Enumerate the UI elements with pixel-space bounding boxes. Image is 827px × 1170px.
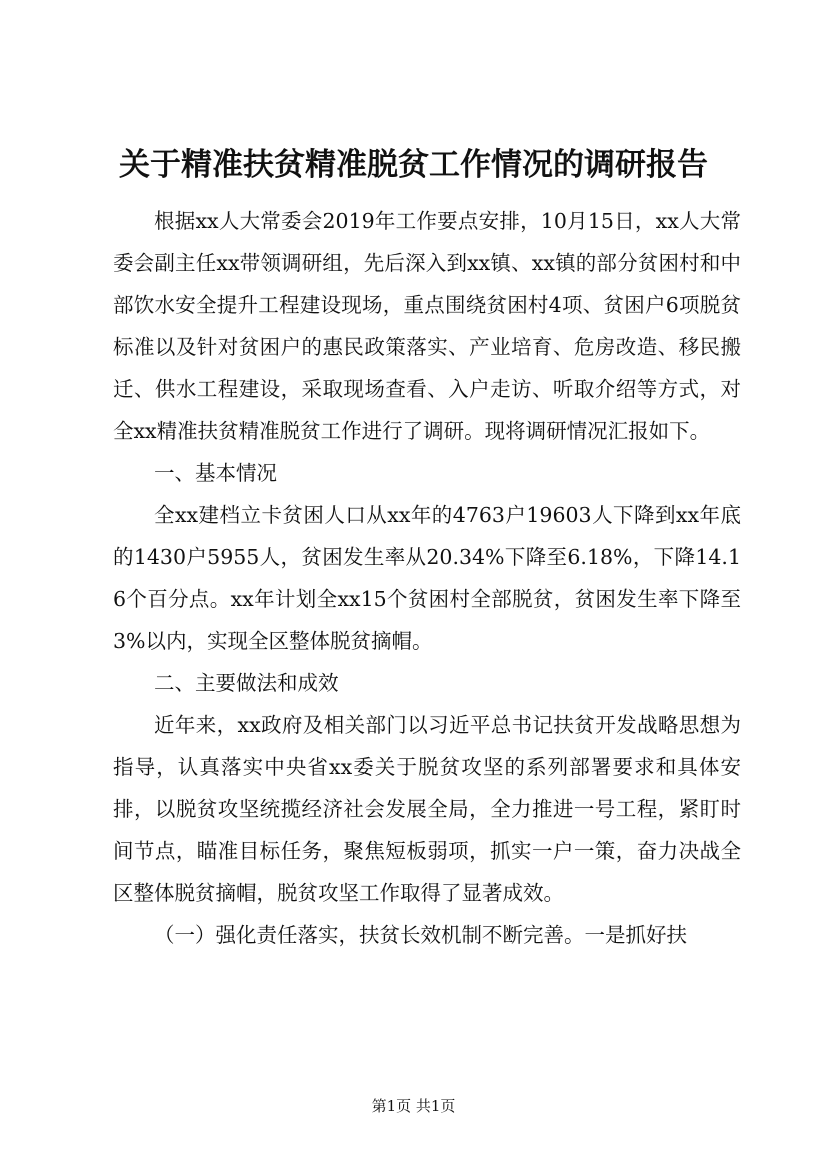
paragraph-subsection-one: （一）强化责任落实，扶贫长效机制不断完善。一是抓好扶	[154, 923, 687, 947]
paragraph-main-practices: 近年来，xx政府及相关部门以习近平总书记扶贫开发战略思想为指导，认真落实中央省xx委关于脱贫攻坚的系列部署要求和具体安排，以脱贫攻坚统揽经济社会发展全局，全力推进一号工程，紧盯时间节点，瞄准目标任务，聚焦短板弱项，抓实一户一策，奋力决战全区整体脱贫摘帽，脱贫攻坚工作取得了显著成效。	[113, 713, 741, 905]
section-heading-basic-situation: 一、基本情况	[154, 461, 277, 485]
document-body	[113, 200, 741, 956]
paragraph-intro: 根据xx人大常委会2019年工作要点安排，10月15日，xx人大常委会副主任xx带领调研组，先后深入到xx镇、xx镇的部分贫困村和中部饮水安全提升工程建设现场，重点围绕贫困村4项、贫困户6项脱贫标准以及针对贫困户的惠民政策落实、产业培育、危房改造、移民搬迁、供水工程建设，采取现场查看、入户走访、听取介绍等方式，对全xx精准扶贫精准脱贫工作进行了调研。现将调研情况汇报如下。	[113, 209, 741, 443]
page-footer: 第1页 共1页	[371, 1097, 456, 1115]
section-heading-main-practices: 二、主要做法和成效	[154, 671, 339, 695]
paragraph-basic-situation: 全xx建档立卡贫困人口从xx年的4763户19603人下降到xx年底的1430户5955人，贫困发生率从20.34%下降至6.18%，下降14.16个百分点。xx年计划全xx15个贫困村全部脱贫，贫困发生率下降至3%以内，实现全区整体脱贫摘帽。	[113, 503, 741, 653]
document-title: 关于精准扶贫精准脱贫工作情况的调研报告	[119, 147, 708, 183]
